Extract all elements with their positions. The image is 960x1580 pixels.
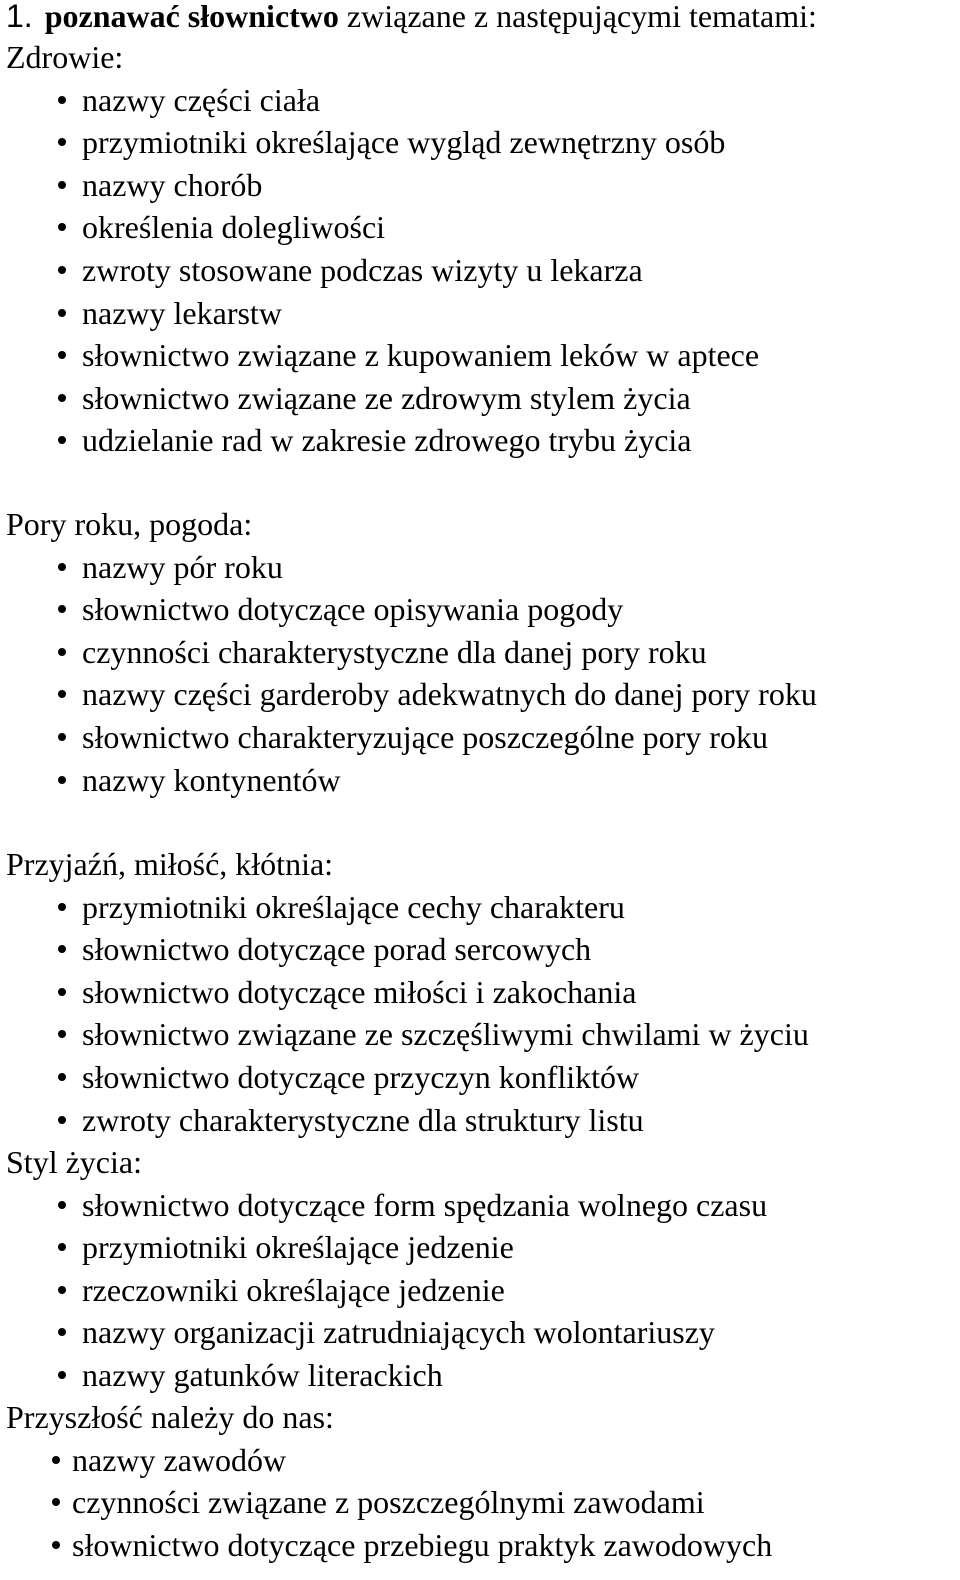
heading-rest-text: związane z następującymi tematami: bbox=[346, 0, 817, 34]
list-item-text: przymiotniki określające wygląd zewnętrzny osób bbox=[82, 124, 726, 161]
bullet-icon bbox=[58, 903, 66, 911]
item-list bbox=[6, 79, 956, 462]
list-item bbox=[6, 716, 956, 759]
list-item bbox=[6, 1439, 956, 1482]
list-item bbox=[6, 1311, 956, 1354]
bullet-icon bbox=[58, 309, 66, 317]
bullet-icon bbox=[58, 776, 66, 784]
list-item-text: słownictwo dotyczące porad sercowych bbox=[82, 931, 592, 968]
list-item-text: nazwy lekarstw bbox=[82, 294, 282, 331]
bullet-icon bbox=[58, 181, 66, 189]
list-item-text: słownictwo dotyczące przebiegu praktyk zawodowych bbox=[72, 1526, 773, 1563]
list-item-text: słownictwo związane ze szczęśliwymi chwilami w życiu bbox=[82, 1016, 809, 1053]
list-item bbox=[6, 1481, 956, 1524]
list-item-text: słownictwo charakteryzujące poszczególne pory roku bbox=[82, 718, 768, 755]
bullet-icon bbox=[58, 988, 66, 996]
list-item bbox=[6, 1226, 956, 1269]
list-item bbox=[6, 886, 956, 929]
list-item-text: nazwy części ciała bbox=[82, 81, 321, 118]
list-item bbox=[6, 588, 956, 631]
item-list bbox=[6, 546, 956, 802]
list-item-text: nazwy chorób bbox=[82, 166, 263, 203]
list-item bbox=[6, 1354, 956, 1397]
bullet-icon bbox=[58, 1243, 66, 1251]
list-item bbox=[6, 971, 956, 1014]
list-item bbox=[6, 79, 956, 122]
bullet-icon bbox=[58, 1030, 66, 1038]
bullet-icon bbox=[58, 266, 66, 274]
list-item-text: zwroty charakterystyczne dla struktury listu bbox=[82, 1101, 644, 1138]
item-list bbox=[6, 1184, 956, 1397]
bullet-icon bbox=[58, 945, 66, 953]
list-item-text: słownictwo dotyczące form spędzania wolnego czasu bbox=[82, 1186, 768, 1223]
bullet-icon bbox=[58, 436, 66, 444]
list-item bbox=[6, 928, 956, 971]
section-title: Przyszłość należy do nas: bbox=[6, 1399, 334, 1435]
bullet-icon bbox=[58, 1286, 66, 1294]
list-item-text: słownictwo dotyczące miłości i zakochania bbox=[82, 973, 637, 1010]
bullet-icon bbox=[58, 1328, 66, 1336]
list-item-text: nazwy organizacji zatrudniających wolontariuszy bbox=[82, 1314, 715, 1351]
item-list bbox=[6, 1439, 956, 1567]
bullet-icon bbox=[58, 138, 66, 146]
list-item-text: rzeczowniki określające jedzenie bbox=[82, 1271, 505, 1308]
list-item bbox=[6, 419, 956, 462]
section-pory-roku bbox=[6, 503, 956, 801]
item-list bbox=[6, 886, 956, 1142]
bullet-icon bbox=[58, 1201, 66, 1209]
list-item-text: nazwy części garderoby adekwatnych do danej pory roku bbox=[82, 676, 817, 713]
bullet-icon bbox=[58, 690, 66, 698]
list-item bbox=[6, 249, 956, 292]
section-title: Styl życia: bbox=[6, 1144, 142, 1180]
bullet-icon bbox=[58, 563, 66, 571]
bullet-icon bbox=[58, 1073, 66, 1081]
bullet-icon bbox=[58, 351, 66, 359]
bullet-icon bbox=[58, 648, 66, 656]
bullet-icon bbox=[58, 605, 66, 613]
list-item-text: nazwy pór roku bbox=[82, 548, 283, 585]
bullet-icon bbox=[52, 1498, 60, 1506]
bullet-icon bbox=[52, 1456, 60, 1464]
section-title: Przyjaźń, miłość, kłótnia: bbox=[6, 846, 334, 882]
list-item bbox=[6, 1099, 956, 1142]
bullet-icon bbox=[52, 1541, 60, 1549]
list-item bbox=[6, 673, 956, 716]
list-item-text: nazwy zawodów bbox=[72, 1441, 287, 1478]
bullet-icon bbox=[58, 1371, 66, 1379]
bullet-icon bbox=[58, 394, 66, 402]
list-item bbox=[6, 121, 956, 164]
bullet-icon bbox=[58, 1116, 66, 1124]
section-przyszlosc bbox=[6, 1396, 956, 1566]
list-item bbox=[6, 1184, 956, 1227]
list-item-text: słownictwo związane ze zdrowym stylem życia bbox=[82, 379, 691, 416]
list-item bbox=[6, 759, 956, 802]
list-item bbox=[6, 1524, 956, 1567]
list-item-text: czynności związane z poszczególnymi zawodami bbox=[72, 1484, 705, 1521]
list-item bbox=[6, 546, 956, 589]
section-styl-zycia bbox=[6, 1141, 956, 1397]
list-item-text: nazwy gatunków literackich bbox=[82, 1356, 443, 1393]
list-item bbox=[6, 164, 956, 207]
bullet-icon bbox=[58, 733, 66, 741]
list-item bbox=[6, 206, 956, 249]
bullet-icon bbox=[58, 223, 66, 231]
list-item bbox=[6, 334, 956, 377]
list-item-text: słownictwo związane z kupowaniem leków w aptece bbox=[82, 337, 760, 374]
heading-number: 1. bbox=[6, 0, 33, 34]
bullet-icon bbox=[58, 96, 66, 104]
list-item bbox=[6, 1056, 956, 1099]
section-title: Pory roku, pogoda: bbox=[6, 506, 253, 542]
list-item bbox=[6, 292, 956, 335]
section-zdrowie bbox=[6, 36, 956, 462]
section-title: Zdrowie: bbox=[6, 39, 124, 75]
list-item-text: udzielanie rad w zakresie zdrowego trybu życia bbox=[82, 422, 692, 459]
list-item-text: słownictwo dotyczące przyczyn konfliktów bbox=[82, 1058, 640, 1095]
heading-bold-text: poznawać słownictwo bbox=[44, 0, 339, 34]
list-item bbox=[6, 377, 956, 420]
list-item bbox=[6, 1013, 956, 1056]
list-item-text: czynności charakterystyczne dla danej pory roku bbox=[82, 633, 707, 670]
list-item-text: słownictwo dotyczące opisywania pogody bbox=[82, 591, 624, 628]
list-item-text: przymiotniki określające jedzenie bbox=[82, 1229, 514, 1266]
list-item-text: zwroty stosowane podczas wizyty u lekarza bbox=[82, 251, 643, 288]
list-item-text: przymiotniki określające cechy charakteru bbox=[82, 888, 625, 925]
list-item bbox=[6, 1269, 956, 1312]
heading bbox=[6, 0, 817, 34]
list-item-text: określenia dolegliwości bbox=[82, 209, 386, 246]
list-item bbox=[6, 631, 956, 674]
list-item-text: nazwy kontynentów bbox=[82, 761, 341, 798]
section-przyjazn bbox=[6, 843, 956, 1141]
